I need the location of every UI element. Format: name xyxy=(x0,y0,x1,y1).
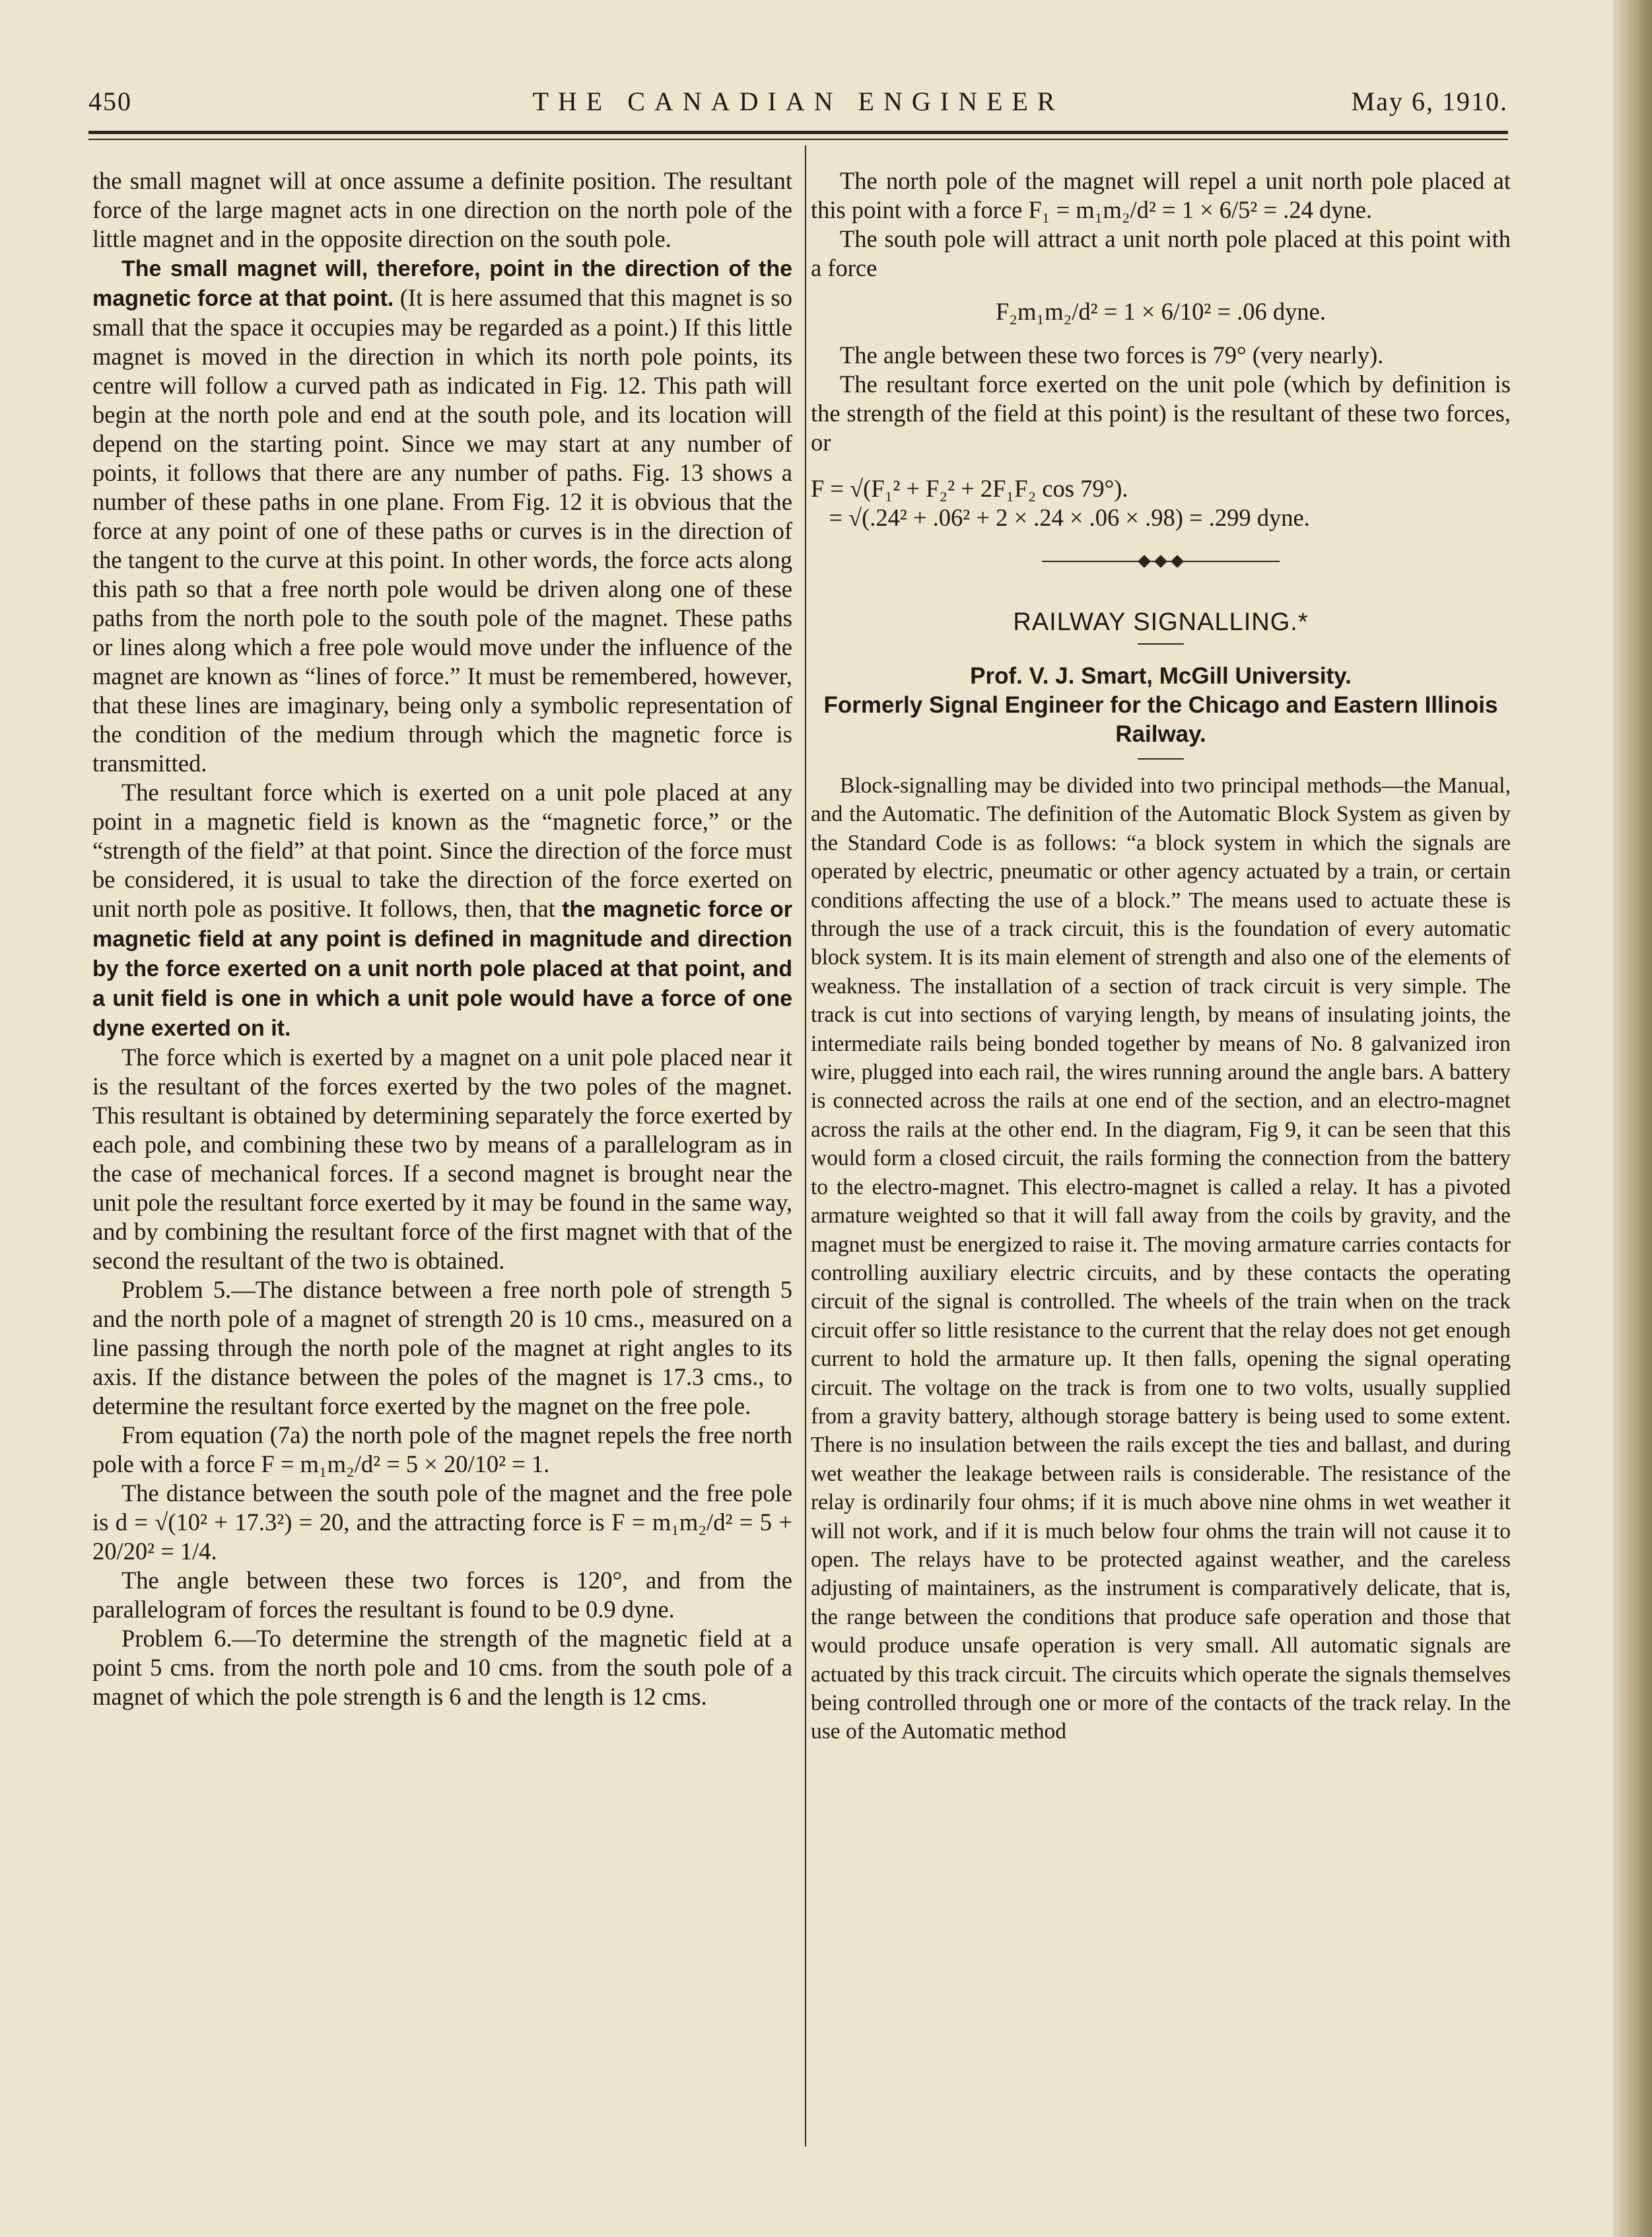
divider xyxy=(1138,643,1184,645)
page-edge-shadow xyxy=(1612,0,1652,2237)
left-column xyxy=(92,166,792,1711)
paragraph: The south pole will attract a unit north pole placed at this point with a force xyxy=(811,225,1511,281)
page-number: 450 xyxy=(88,87,132,116)
paragraph-text: (It is here assumed that this magnet is so small that the space it occupies may be regarded as a point.) If this little magnet is moved in the direction in which its north pole points, its centre will follow a curved path as indicated in Fig. 12. This path will begin at the north pole and end at the south pole, and its location will depend on the starting point. Since we may start at any number of points, it follows that there are any number of paths. Fig. 13 shows a number of these paths in one plane. From Fig. 12 it is obvious that the force at any point of one of these paths or curves is in the direction of the tangent to the curve at this point. In other words, the force acts along this path so that a free north pole would be driven along one of these paths from the north pole to the south pole of the magnet. These paths or lines along which a free pole would move under the influence of the magnet are known as “lines of force.” It must be remembered, however, that these lines are imaginary, being only a symbolic representation of the condition of the medium through which the magnetic force is transmitted. xyxy=(92,284,792,777)
column-divider xyxy=(805,145,806,2147)
right-column xyxy=(811,166,1511,1746)
paragraph: the small magnet will at once assume a definite position. The resultant force of the large magnet acts in one direction on the north pole of the little magnet and in the opposite direction on the south pole. xyxy=(92,167,792,252)
page-header xyxy=(88,86,1508,125)
author-affiliation: Formerly Signal Engineer for the Chicago and Eastern Illinois Railway. xyxy=(823,692,1498,747)
bold-statement: The small magnet will, therefore, point in the direction of the magnetic force at that point. xyxy=(92,256,792,311)
equation: F₂m₁m₂/d² = 1 × 6/10² = .06 dyne. xyxy=(995,298,1326,325)
problem-5: Problem 5.—The distance between a free north pole of strength 5 and the north pole of a magnet of strength 20 is 10 cms., measured on a line passing through the north pole of the magnet at right angles to its axis. If the distance between the poles of the magnet is 17.3 cms., to determine the resultant force exerted by the magnet on the free pole. xyxy=(92,1276,792,1419)
journal-title: THE CANADIAN ENGINEER xyxy=(532,87,1064,116)
paragraph xyxy=(92,778,792,1043)
author-byline: Prof. V. J. Smart, McGill University. xyxy=(970,663,1352,689)
issue-date: May 6, 1910. xyxy=(1351,87,1508,116)
paragraph: The angle between these two forces is 79° (very nearly). xyxy=(840,341,1384,369)
paragraph-text: The resultant force which is exerted on a unit pole placed at any point in a magnetic field is known as the “magnetic force,” or the “strength of the field” at that point. Since the direction of the force must be considered, it is usual to take the direction of the force exerted on unit north pole as positive. It follows, then, that xyxy=(92,779,792,922)
article-body xyxy=(811,771,1511,1746)
paragraph: The angle between these two forces is 120°, and from the parallelogram of forces the resultant is found to be 0.9 dyne. xyxy=(92,1567,792,1623)
bold-definition: the magnetic force or magnetic field at any point is defined in magnitude and direction by the force exerted on a unit north pole placed at that point, and a unit field is one in which a unit pole would have a force of one dyne exerted on it. xyxy=(92,897,792,1041)
divider xyxy=(1138,758,1184,760)
article-heading: RAILWAY SIGNALLING.* xyxy=(1013,608,1309,636)
problem-6: Problem 6.—To determine the strength of the magnetic field at a point 5 cms. from the north pole and 10 cms. from the south pole of a magnet of which the pole strength is 6 and the length is 12 cms. xyxy=(92,1625,792,1710)
paragraph xyxy=(92,254,792,778)
paragraph: The resultant force exerted on the unit pole (which by definition is the strength of the field at this point) is the resultant of these two forces, or xyxy=(811,371,1511,456)
paragraph: The distance between the south pole of the magnet and the free pole is d = √(10² + 17.3²) = 20, and the attracting force is F = m₁m₂/d² = 5 + 20/20² = 1/4. xyxy=(92,1479,792,1565)
paragraph: The north pole of the magnet will repel a unit north pole placed at this point with a force F₁ = m₁m₂/d² = 1 × 6/5² = .24 dyne. xyxy=(811,167,1511,223)
paragraph: The force which is exerted by a magnet on a unit pole placed near it is the resultant of the forces exerted by the two poles of the magnet. This resultant is obtained by determining separately the force exerted by each pole, and combining these two by means of a parallelogram as in the case of mechanical forces. If a second magnet is brought near the unit pole the resultant force exerted by it may be found in the same way, and by combining the resultant force of the first magnet with that of the second the resultant of the two is obtained. xyxy=(92,1044,792,1274)
formula-line: = √(.24² + .06² + 2 × .24 × .06 × .98) = .299 dyne. xyxy=(811,504,1310,531)
header-rule xyxy=(88,131,1508,134)
formula-line: F = √(F₁² + F₂² + 2F₁F₂ cos 79°). xyxy=(811,475,1128,502)
paragraph: From equation (7a) the north pole of the magnet repels the free north pole with a force F = m₁m₂/d² = 5 × 20/10² = 1. xyxy=(92,1421,792,1477)
paragraph: Block-signalling may be divided into two principal methods—the Manual, and the Automatic. The definition of the Automatic Block System as given by the Standard Code is as follows: “a block system in which the signals are operated by electric, pneumatic or other agency actuated by a train, or certain conditions affecting the use of a block.” The means used to actuate these is through the use of a track circuit, this is the foundation of every automatic block system. It is its main element of strength and also one of the elements of weakness. The installation of a section of track circuit is very simple. The track is cut into sections of varying length, by means of insulating joints, the intermediate rails being bonded together by means of No. 8 galvanized iron wire, plugged into each rail, the wires running around the angle bars. A battery is connected across the rails at one end of the section, and an electro-magnet across the rails at the other end. In the diagram, Fig 9, it can be seen that this would form a closed circuit, the rails forming the connection from the battery to the electro-magnet. This electro-magnet is called a relay. It has a pivoted armature weighted so that it will fall away from the coils by gravity, and the magnet must be energized to raise it. The moving armature carries contacts for controlling auxiliary electric circuits, and by these contacts the operating circuit of the signal is controlled. The wheels of the train when on the track circuit offer so little resistance to the current that the relay does not get enough current to hold the armature up. It then falls, opening the signal operating circuit. The voltage on the track is from one to two volts, usually supplied from a gravity battery, although storage battery is being used to some extent. There is no insulation between the rails except the ties and ballast, and during wet weather the leakage between rails is considerable. The resistance of the relay is ordinarily four ohms; if it is much above nine ohms in wet weather it will not work, and if it is much below four ohms the train will not cause it to open. The relays have to be protected against weather, and the careless adjusting of maintainers, as the instrument is comparatively delicate, that is, the range between the conditions that produce safe operation and those that would produce unsafe operation is very small. All automatic signals are actuated by this track circuit. The circuits which operate the signals themselves being controlled through one or more of the contacts of the track relay. In the use of the Automatic method xyxy=(811,773,1511,1744)
section-ornament xyxy=(1042,555,1280,568)
header-rule-thin xyxy=(88,139,1508,140)
